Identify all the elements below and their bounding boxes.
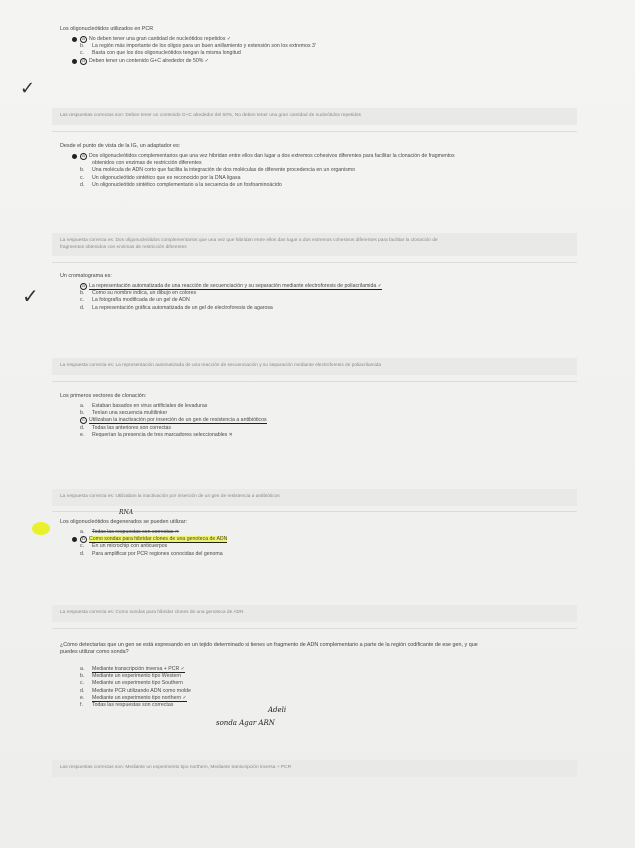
q6-option-c[interactable]: c. Mediante un experimento tipo Southern [80, 680, 183, 687]
q2-option-a[interactable]: a Dos oligonucleótidos complementarios que una vez hibridan entre ellos dan lugar a dos extremos cohesivos diferentes para facilitar la clonación de fragmentos [80, 153, 577, 160]
handwritten-note: Adeli [268, 706, 287, 714]
q3-option-c[interactable]: c. La fotografía modificada de un gel de ADN [80, 297, 190, 304]
q5-option-b[interactable]: b Como sondas para hibridar clones de una genoteca de ADN [80, 536, 577, 543]
question-4 [52, 393, 577, 439]
q5-option-a[interactable]: a. Todas las respuestas son correctas ✕ [80, 529, 180, 535]
question-2-options [52, 153, 577, 189]
q1-option-c[interactable]: c. Basta con que los dos oligonucleótidos tengan la misma longitud [80, 50, 241, 57]
q5-option-c[interactable]: c. En un microchip con anticuerpos [80, 543, 168, 550]
highlighter-mark [32, 522, 50, 535]
question-5 [52, 519, 577, 558]
q6-feedback: Las respuestas correctas son: Mediante un experimento tipo northern, Mediante transcripción inversa + PCR [52, 760, 577, 777]
circled-letter-icon: a [80, 153, 87, 160]
q3-option-d[interactable]: d. La representación gráfica automatizada de un gel de electroforesis de agarosa [80, 304, 273, 311]
selected-dot-icon [72, 59, 77, 64]
q1-option-b[interactable]: b. La región más importante de los oligos para un buen anillamiento y extensión son los extremos 3' [80, 43, 316, 50]
divider [52, 381, 577, 382]
question-1-text: Los oligonucleótidos utilizados en PCR [60, 26, 154, 32]
q4-option-d[interactable]: d. Todas las anteriores son correctas [80, 424, 172, 431]
selected-dot-icon [72, 154, 77, 159]
question-6 [52, 642, 577, 709]
selected-dot-icon [72, 37, 77, 42]
q2-feedback: La respuesta correcta es: Dos oligonucleótidos complementarios que una vez que hibridan entre ellos dan lugar a dos extremos cohesivos diferentes para facilitar la clonación de fragmentos obtenidos con enzimas de restricción diferentes [52, 233, 577, 256]
selected-dot-icon [72, 537, 77, 542]
question-6-text: ¿Cómo detectarías que un gen se está expresando en un tejido determinado si tienes un fragmento de ADN complementario a parte de la región codificante de ese gen, y que puedes utilizar como sonda? [60, 642, 478, 655]
q4-feedback: La respuesta correcta es: Utilizaban la inactivación por inserción de un gen de resistencia a antibióticos [52, 489, 577, 506]
q5-feedback: La respuesta correcta es: Como sondas para hibridar clones de una genoteca de ADN [52, 605, 577, 622]
divider [52, 131, 577, 132]
q2-option-b[interactable]: b. Una molécula de ADN corto que facilita la integración de dos moléculas de diferente procedencia en un organismo [80, 167, 355, 174]
q3-feedback: La respuesta correcta es: La representación automatizada de una reacción de secuenciación y su separación mediante electroforesis de poliacrilamida [52, 358, 577, 375]
divider [52, 262, 577, 263]
q6-option-d[interactable]: d. Mediante PCR utilizando ADN como molde [80, 687, 191, 694]
circled-letter-icon: a [80, 36, 87, 43]
question-3-options [52, 283, 577, 312]
question-3-text: Un cromatograma es: [60, 273, 112, 279]
question-4-text: Los primeros vectores de clonación: [60, 393, 147, 399]
handwritten-check-icon: ✓ [22, 284, 39, 308]
question-2 [52, 143, 577, 189]
q4-option-a[interactable]: a. Estaban basados en virus artificiales de levaduras [80, 403, 208, 409]
divider [52, 628, 577, 629]
q6-option-a[interactable]: a. Mediante transcripción inversa + PCR ✓ [80, 666, 186, 672]
q1-option-a[interactable]: a No deben tener una gran cantidad de nucleótidos repetidos ✓ [80, 36, 577, 43]
q2-option-d[interactable]: d. Un oligonucleótido sintético complementario a la secuencia de un fosfoaminoácido [80, 181, 282, 188]
question-5-text: Los oligonucleótidos degenerados se pueden utilizar: [60, 519, 188, 525]
q4-option-c[interactable]: c Utilizaban la inactivación por inserción de un gen de resistencia a antibióticos [80, 417, 577, 424]
circled-letter-icon: d [80, 58, 87, 65]
q6-option-b[interactable]: b. Mediante un experimento tipo Western [80, 673, 182, 680]
circled-letter-icon: c [80, 417, 87, 424]
question-2-text: Desde el punto de vista de la IG, un adaptador es: [60, 143, 181, 149]
question-1 [52, 26, 577, 65]
circled-letter-icon: b [80, 536, 87, 543]
handwritten-check-icon: ✓ [20, 78, 36, 99]
q6-option-f[interactable]: f. Todas las respuestas son correctas [80, 702, 174, 709]
question-4-options [52, 403, 577, 439]
question-3 [52, 273, 577, 312]
q4-option-e[interactable]: e. Requerían la presencia de tres marcadores seleccionables ✕ [80, 431, 234, 438]
question-6-options [52, 666, 577, 709]
q1-feedback: Las respuestas correctas son: Deben tener un contenido G+C alrededor del 50%, No deben tener una gran cantidad de nucleótidos repetidos [52, 108, 577, 125]
circled-letter-icon: a [80, 283, 87, 290]
q3-option-b[interactable]: b. Como su nombre indica, un dibujo en colores [80, 290, 197, 297]
q2-option-c[interactable]: c. Un oligonucleótido sintético que es reconocido por la DNA ligasa [80, 174, 241, 181]
handwritten-note: sonda Agar ARN [216, 719, 275, 727]
q4-option-b[interactable]: b. Tenían una secuencia multilinker [80, 410, 168, 417]
q2-option-a-cont: obtenidos con enzimas de restricción diferentes [92, 160, 202, 167]
q3-option-a[interactable]: a La representación automatizada de una reacción de secuenciación y su separación mediante electroforesis de poliacrilamida ✓ [80, 283, 577, 290]
q1-option-d[interactable]: d Deben tener un contenido G+C alrededor de 50% ✓ [80, 58, 577, 65]
question-5-options [52, 529, 577, 558]
q5-option-d[interactable]: d. Para amplificar por PCR regiones conocidas del genoma [80, 550, 223, 557]
q6-option-e[interactable]: e. Mediante un experimento tipo northern ✓ [80, 694, 187, 701]
question-1-options [52, 36, 577, 65]
handwritten-note: RNA [119, 509, 134, 516]
